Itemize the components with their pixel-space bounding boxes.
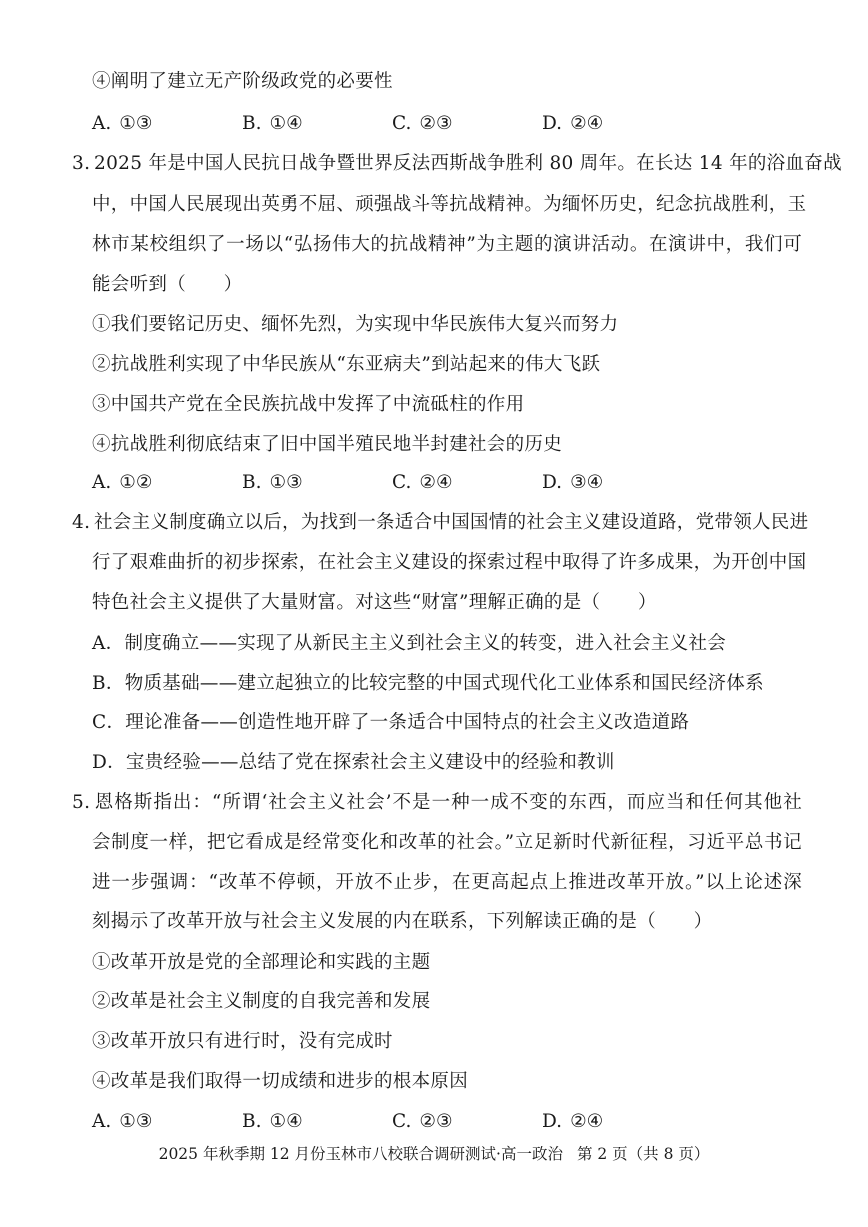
q4-number: 4. — [72, 512, 91, 533]
q2-choice-b: B. ①④ — [242, 113, 303, 134]
q3-choice-a: A. ①② — [92, 472, 153, 493]
page-footer — [0, 1144, 868, 1164]
q2-item-4: ④阐明了建立无产阶级政党的必要性 — [92, 71, 393, 92]
q4-option-a: A．制度确立——实现了从新民主主义到社会主义的转变，进入社会主义社会 — [92, 633, 727, 654]
footer-page-number: 第 2 页（共 8 页） — [576, 1145, 710, 1163]
q5-choice-c: C. ②③ — [392, 1111, 453, 1132]
q5-choice-b: B. ①④ — [242, 1111, 303, 1132]
q3-choice-d: D. ③④ — [542, 472, 604, 493]
q5-stem-line-2: 会制度一样，把它看成是经常变化和改革的社会。”立足新时代新征程，习近平总书记 — [92, 832, 802, 853]
q4-option-b: B．物质基础——建立起独立的比较完整的中国式现代化工业体系和国民经济体系 — [92, 673, 764, 694]
q5-choice-a: A. ①③ — [92, 1111, 153, 1132]
q3-stem-line-2: 中，中国人民展现出英勇不屈、顽强战斗等抗战精神。为缅怀历史，纪念抗战胜利，玉 — [92, 194, 807, 215]
q3-item-1: ①我们要铭记历史、缅怀先烈，为实现中华民族伟大复兴而努力 — [92, 314, 619, 335]
q4-stem-line-1: 4. 社会主义制度确立以后，为找到一条适合中国国情的社会主义建设道路，党带领人民进 — [72, 512, 809, 533]
q5-stem-line-3: 进一步强调：“改革不停顿，开放不止步，在更高起点上推进改革开放。”以上论述深 — [92, 872, 802, 893]
q3-choices — [92, 471, 792, 495]
q4-option-c: C．理论准备——创造性地开辟了一条适合中国特点的社会主义改造道路 — [92, 712, 690, 733]
q2-choices — [92, 112, 792, 136]
q5-item-2: ②改革是社会主义制度的自我完善和发展 — [92, 991, 431, 1012]
q3-stem-line-1: 3. 2025 年是中国人民抗日战争暨世界反法西斯战争胜利 80 周年。在长达 14 年的浴血奋战 — [72, 153, 842, 174]
q5-choices — [92, 1110, 792, 1134]
q3-choice-b: B. ①③ — [242, 472, 303, 493]
q5-item-3: ③改革开放只有进行时，没有完成时 — [92, 1031, 393, 1052]
q4-stem-line-3: 特色社会主义提供了大量财富。对这些“财富”理解正确的是（ ） — [92, 592, 657, 613]
q5-stem-line-1: 5. 恩格斯指出：“所谓‘社会主义社会’不是一种一成不变的东西，而应当和任何其他社 — [72, 792, 802, 813]
q5-item-4: ④改革是我们取得一切成绩和进步的根本原因 — [92, 1071, 469, 1092]
footer-exam-title: 2025 年秋季期 12 月份玉林市八校联合调研测试·高一政治 — [158, 1145, 563, 1163]
q5-item-1: ①改革开放是党的全部理论和实践的主题 — [92, 952, 431, 973]
q2-choice-c: C. ②③ — [392, 113, 453, 134]
q3-number: 3. — [72, 153, 91, 174]
q3-stem-line-3: 林市某校组织了一场以“弘扬伟大的抗战精神”为主题的演讲活动。在演讲中，我们可 — [92, 234, 802, 255]
q4-option-d: D．宝贵经验——总结了党在探索社会主义建设中的经验和教训 — [92, 752, 615, 773]
q3-item-3: ③中国共产党在全民族抗战中发挥了中流砥柱的作用 — [92, 394, 525, 415]
q2-choice-d: D. ②④ — [542, 113, 604, 134]
q3-choice-c: C. ②④ — [392, 472, 453, 493]
q5-choice-d: D. ②④ — [542, 1111, 604, 1132]
q2-choice-a: A. ①③ — [92, 113, 153, 134]
q3-stem-line-4: 能会听到（ ） — [92, 274, 243, 295]
q5-stem-line-4: 刻揭示了改革开放与社会主义发展的内在联系，下列解读正确的是（ ） — [92, 911, 713, 932]
q4-stem-line-2: 行了艰难曲折的初步探索，在社会主义建设的探索过程中取得了许多成果，为开创中国 — [92, 552, 807, 573]
q3-item-4: ④抗战胜利彻底结束了旧中国半殖民地半封建社会的历史 — [92, 434, 563, 455]
q3-item-2: ②抗战胜利实现了中华民族从“东亚病夫”到站起来的伟大飞跃 — [92, 354, 601, 375]
q5-number: 5. — [72, 792, 91, 813]
